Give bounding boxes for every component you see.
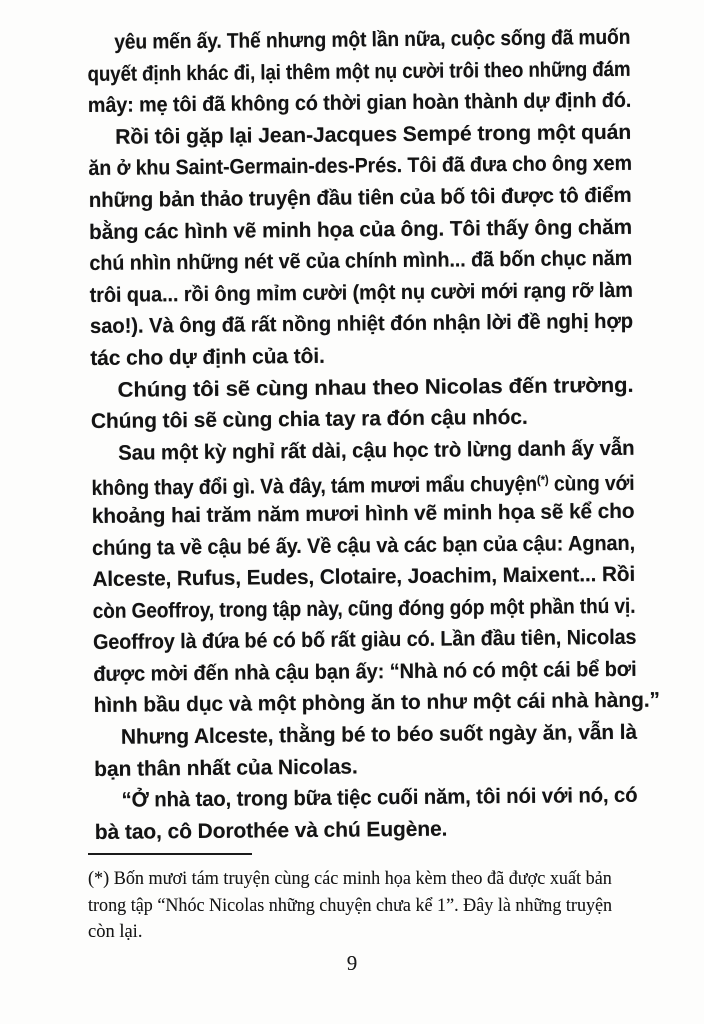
text-line: trôi qua... rồi ông mỉm cười (một nụ cười mới rạng rỡ làm (89, 278, 633, 307)
footnote-marker: (*) (536, 472, 549, 488)
text-line: bạn thân nhất của Nicolas. (94, 755, 358, 781)
footnote-line: (*) Bốn mươi tám truyện cùng các minh họa kèm theo đã được xuất bản (88, 869, 612, 889)
text-line: bà tao, cô Dorothée và chú Eugène. (94, 817, 448, 844)
text-line: mây: mẹ tôi đã không có thời gian hoàn thành dự định đó. (87, 89, 632, 118)
text-line: ăn ở khu Saint-Germain-des-Prés. Tôi đã đưa cho ông xem (88, 152, 632, 181)
text-line: còn Geoffroy, trong tập này, cũng đóng góp một phần thú vị. (92, 594, 636, 623)
text-line: “Ở nhà tao, trong bữa tiệc cuối năm, tôi nói với nó, có (121, 784, 638, 812)
footnote-line: còn lại. (88, 922, 143, 942)
text-line: được mời đến nhà cậu bạn ấy: “Nhà nó có một cái bể bơi (93, 657, 637, 686)
text-line: những bản thảo truyện đầu tiên của bố tôi được tô điểm (88, 183, 632, 212)
text-line: Chúng tôi sẽ cùng chia tay ra đón cậu nhóc. (90, 405, 528, 434)
text-line: chúng ta về cậu bé ấy. Về cậu và các bạn của cậu: Agnan, (92, 531, 636, 560)
text-line: khoảng hai trăm năm mươi hình vẽ minh họa sẽ kể cho (91, 499, 635, 528)
text-line: Geoffroy là đứa bé có bố rất giàu có. Lần đầu tiên, Nicolas (92, 626, 637, 655)
text-line: Nhưng Alceste, thằng bé to béo suốt ngày ăn, vẫn là (120, 720, 638, 749)
footnote (88, 866, 612, 946)
text-line: bằng các hình vẽ minh họa của ông. Tôi thấy ông chăm (88, 215, 633, 244)
text-line: Rồi tôi gặp lại Jean-Jacques Sempé trong một quán (115, 120, 632, 149)
text-line: Chúng tôi sẽ cùng nhau theo Nicolas đến trường. (117, 373, 634, 402)
page-text (87, 22, 661, 849)
text-line: chú nhìn những nét vẽ của chính mình... đã bốn chục năm (89, 246, 633, 276)
text-line: hình bầu dục và một phòng ăn to như một cái nhà hàng.” (93, 689, 661, 718)
footnote-divider (88, 853, 252, 855)
text-line: yêu mến ấy. Thế nhưng một lần nữa, cuộc sống đã muốn (114, 25, 631, 54)
text-line: Sau một kỳ nghỉ rất dài, cậu học trò lừng danh ấy vẫn (118, 436, 635, 465)
text-line-with-footnote-marker: không thay đổi gì. Và đây, tám mươi mẩu chuyện(*) cùng với (91, 472, 635, 501)
text-line: Alceste, Rufus, Eudes, Clotaire, Joachim, Maixent... Rồi (92, 562, 636, 592)
text-line: sao!). Và ông đã rất nồng nhiệt đón nhận lời đề nghị hợp (89, 310, 634, 339)
text-line: quyết định khác đi, lại thêm một nụ cười trôi theo những đám (87, 57, 631, 86)
page-number: 9 (346, 951, 358, 975)
text-line: tác cho dự định của tôi. (90, 344, 325, 370)
footnote-line: trong tập “Nhóc Nicolas những chuyện chưa kể 1”. Đây là những truyện (88, 895, 613, 916)
